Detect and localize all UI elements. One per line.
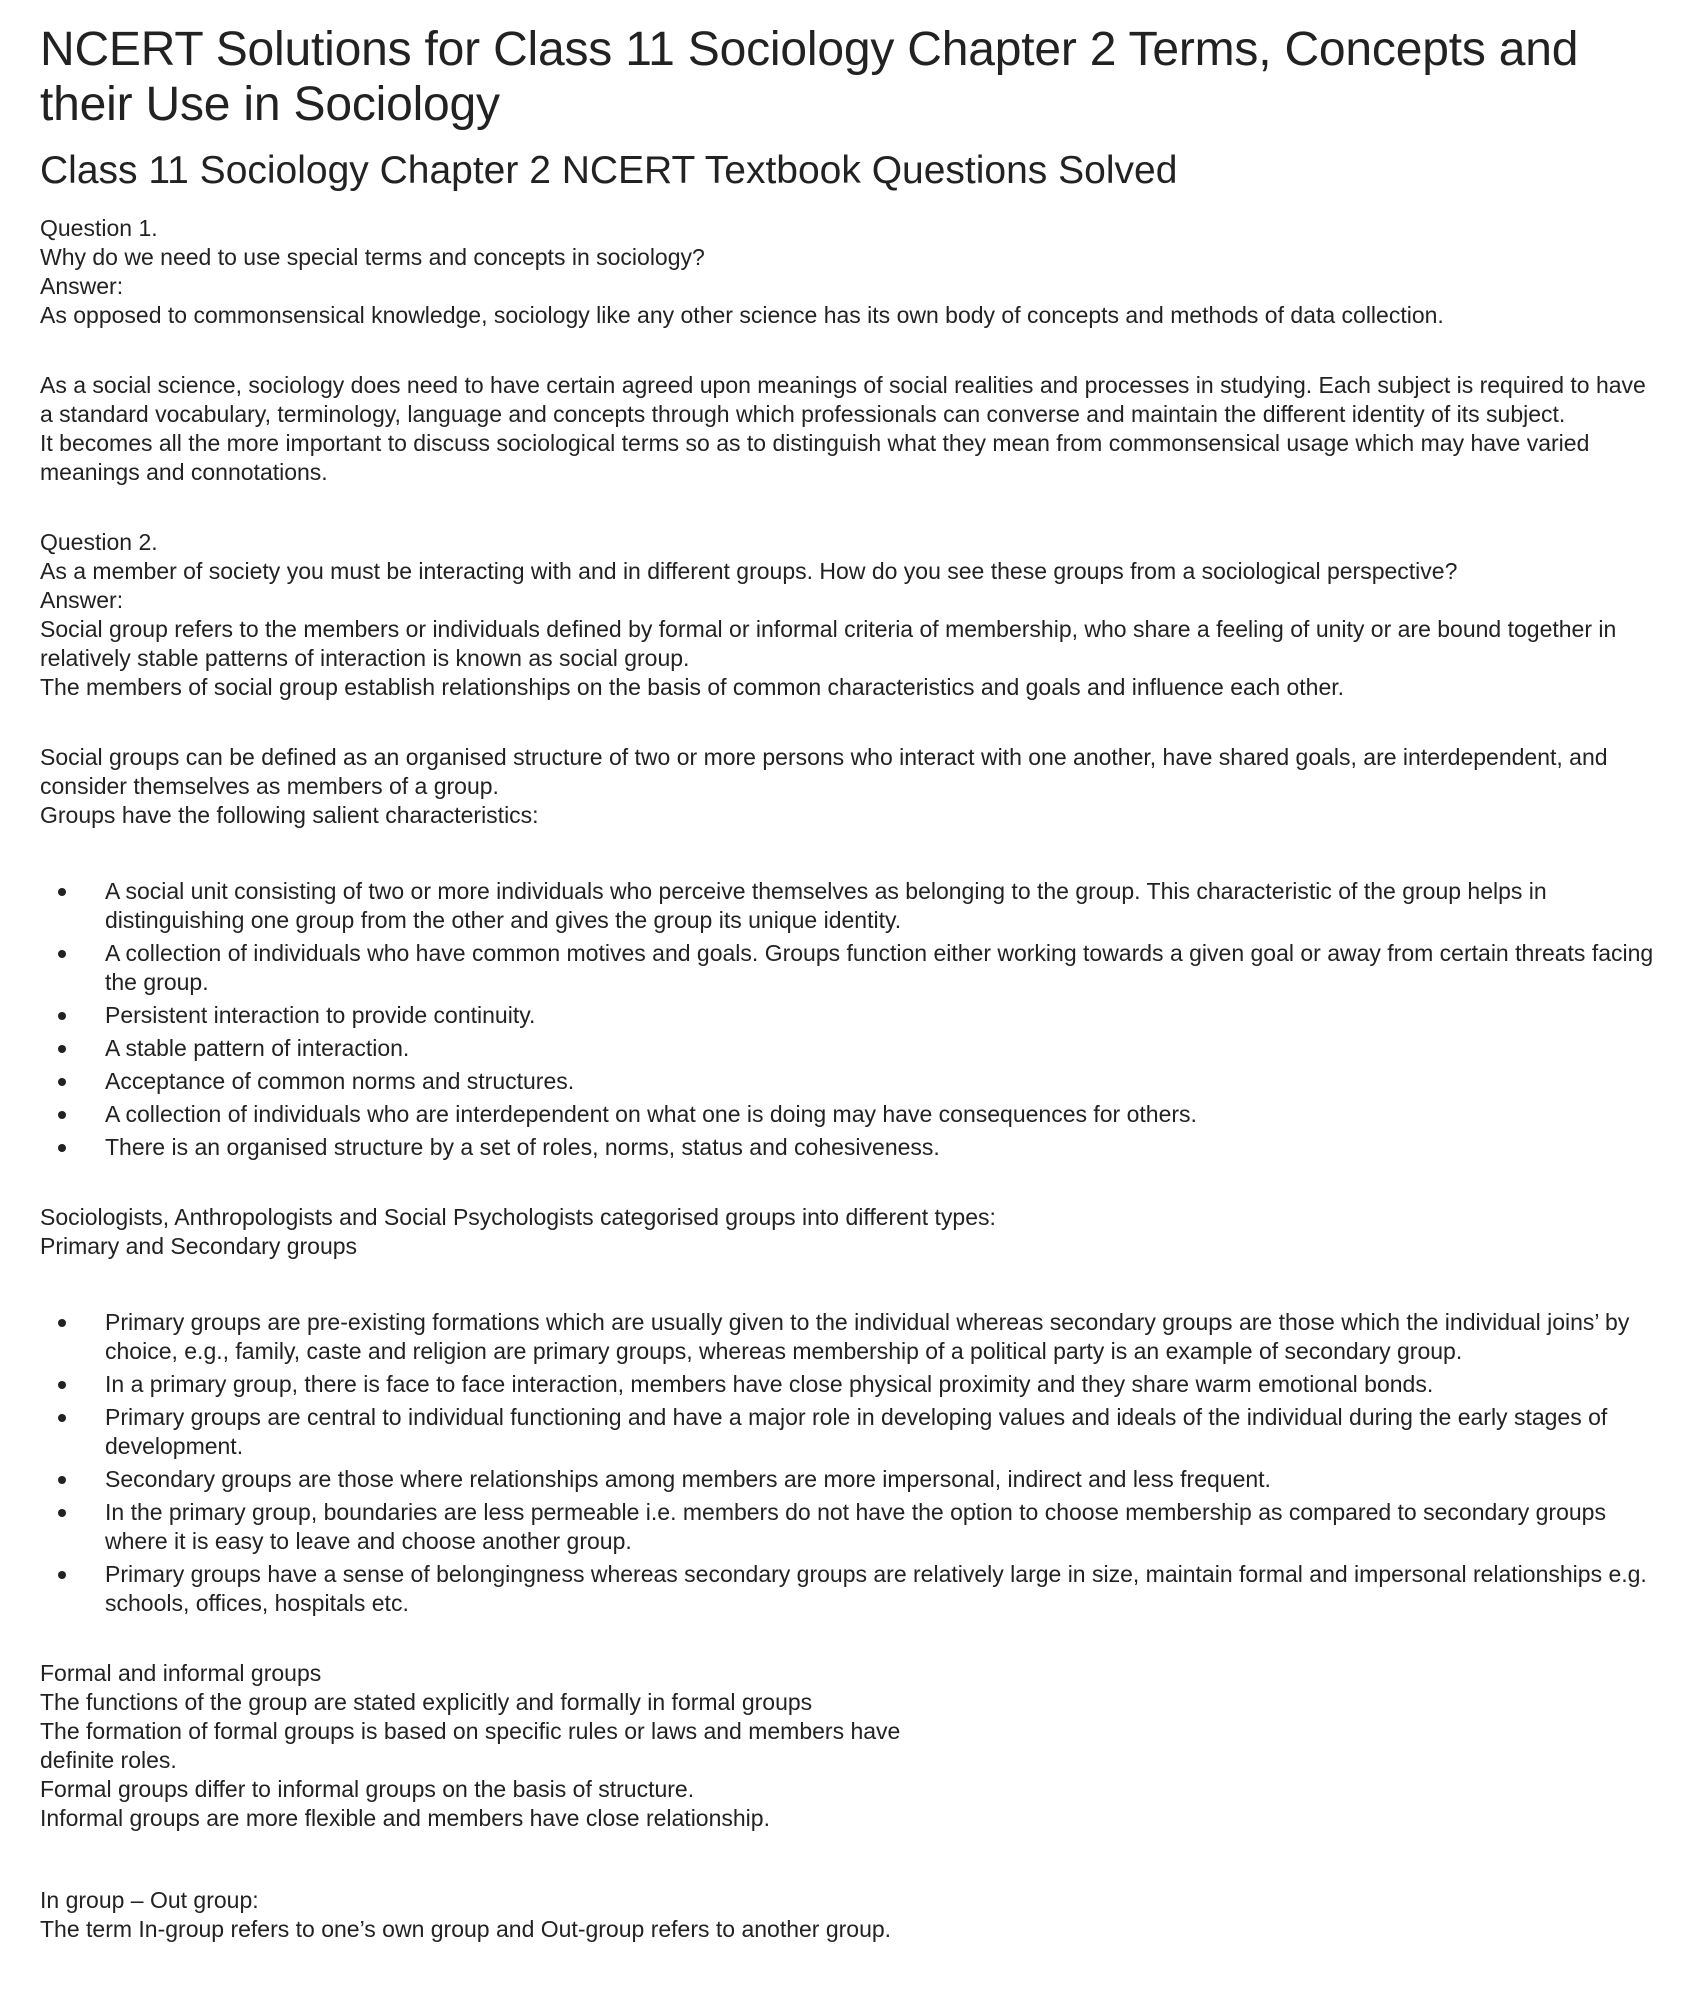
question-2-label: Question 2. — [40, 529, 158, 555]
list-item — [105, 1308, 1660, 1366]
formal-informal-line-1: The functions of the group are stated explicitly and formally in formal groups — [40, 1689, 813, 1715]
list-item-text: In a primary group, there is face to face interaction, members have close physical proximity and they share warm emotional bonds. — [105, 1371, 1434, 1397]
list-item — [105, 1067, 1660, 1096]
formal-informal-line-2b: definite roles. — [40, 1747, 177, 1773]
formal-informal-line-3: Formal groups differ to informal groups on the basis of structure. — [40, 1776, 695, 1802]
list-item — [105, 1133, 1660, 1162]
bullet-icon — [58, 1078, 66, 1086]
list-item — [105, 1370, 1660, 1399]
list-item-text: Persistent interaction to provide continuity. — [105, 1002, 536, 1028]
bullet-icon — [58, 1571, 66, 1579]
list-item-text: Acceptance of common norms and structures. — [105, 1068, 575, 1094]
list-item-text: A collection of individuals who are interdependent on what one is doing may have consequences for others. — [105, 1101, 1197, 1127]
primary-secondary-heading: Primary and Secondary groups — [40, 1233, 358, 1259]
answer-2-paragraph-1-line-1: Social group refers to the members or individuals defined by formal or informal criteria of membership, who share a feeling of unity or are bound together in relatively stable patterns of interaction is known as social group. — [40, 616, 1617, 671]
list-item — [105, 1465, 1660, 1494]
list-item-text: A collection of individuals who have common motives and goals. Groups function either working towards a given goal or away from certain threats facing the group. — [105, 940, 1654, 995]
in-out-group-line-1: The term In-group refers to one’s own group and Out-group refers to another group. — [40, 1916, 892, 1942]
bullet-icon — [58, 888, 66, 896]
question-2-text: As a member of society you must be interacting with and in different groups. How do you see these groups from a sociological perspective? — [40, 558, 1458, 584]
list-item — [105, 1560, 1660, 1618]
answer-1-paragraph-2-line-2: It becomes all the more important to discuss sociological terms so as to distinguish what they mean from commonsensical usage which may have varied meanings and connotations. — [40, 430, 1590, 485]
formal-informal-line-4: Informal groups are more flexible and members have close relationship. — [40, 1805, 770, 1831]
bullet-icon — [58, 1381, 66, 1389]
bullet-icon — [58, 1476, 66, 1484]
group-types-intro-text: Sociologists, Anthropologists and Social Psychologists categorised groups into different types: — [40, 1204, 996, 1230]
list-item — [105, 1403, 1660, 1461]
bullet-icon — [58, 1012, 66, 1020]
group-types-intro — [40, 1203, 1660, 1261]
list-item — [105, 1498, 1660, 1556]
list-item-text: Secondary groups are those where relationships among members are more impersonal, indirect and less frequent. — [105, 1466, 1271, 1492]
bullet-icon — [58, 1509, 66, 1517]
in-out-group-heading: In group – Out group: — [40, 1887, 259, 1913]
answer-1-paragraph-1: As opposed to commonsensical knowledge, sociology like any other science has its own body of concepts and methods of data collection. — [40, 302, 1444, 328]
bullet-icon — [58, 1111, 66, 1119]
list-item-text: Primary groups are central to individual functioning and have a major role in developing values and ideals of the individual during the early stages of development. — [105, 1404, 1608, 1459]
list-item-text: Primary groups have a sense of belongingness whereas secondary groups are relatively large in size, maintain formal and impersonal relationships e.g. schools, offices, hospitals etc. — [105, 1561, 1647, 1616]
question-2-block — [40, 528, 1660, 702]
spacer — [40, 1874, 1660, 1886]
formal-informal-heading: Formal and informal groups — [40, 1660, 322, 1686]
answer-1-paragraph-2 — [40, 371, 1660, 487]
question-1-label: Question 1. — [40, 215, 158, 241]
list-item-text: In the primary group, boundaries are less permeable i.e. members do not have the option to choose membership as compared to secondary groups where it is easy to leave and choose another group. — [105, 1499, 1606, 1554]
question-1-text: Why do we need to use special terms and concepts in sociology? — [40, 244, 705, 270]
list-item-text: A social unit consisting of two or more individuals who perceive themselves as belonging to the group. This characteristic of the group helps in distinguishing one group from the other and gives the group its unique identity. — [105, 878, 1547, 933]
list-item-text: There is an organised structure by a set of roles, norms, status and cohesiveness. — [105, 1134, 940, 1160]
list-item-text: Primary groups are pre-existing formations which are usually given to the individual whereas secondary groups are those which the individual joins’ by choice, e.g., family, caste and religion are primary groups, whereas membership of a political party is an example of secondary group. — [105, 1309, 1630, 1364]
list-item — [105, 1034, 1660, 1063]
answer-2-label: Answer: — [40, 587, 124, 613]
formal-informal-section — [40, 1659, 1660, 1833]
in-out-group-section — [40, 1886, 1660, 1944]
list-item-text: A stable pattern of interaction. — [105, 1035, 410, 1061]
page-title: NCERT Solutions for Class 11 Sociology Chapter 2 Terms, Concepts and their Use in Sociology — [40, 23, 1579, 131]
list-item — [105, 939, 1660, 997]
answer-2-paragraph-2 — [40, 743, 1660, 830]
list-item — [105, 877, 1660, 935]
formal-informal-line-2a: The formation of formal groups is based on specific rules or laws and members have — [40, 1718, 901, 1744]
answer-2-paragraph-2-line-2: Groups have the following salient characteristics: — [40, 802, 539, 828]
bullet-icon — [58, 1414, 66, 1422]
question-1-block — [40, 214, 1660, 330]
list-item — [105, 1100, 1660, 1129]
answer-2-paragraph-2-line-1: Social groups can be defined as an organised structure of two or more persons who interact with one another, have shared goals, are interdependent, and consider themselves as members of a group. — [40, 744, 1608, 799]
list-item — [105, 1001, 1660, 1030]
bullet-icon — [58, 1045, 66, 1053]
answer-1-label: Answer: — [40, 273, 124, 299]
characteristics-list — [40, 877, 1660, 1162]
page-subtitle: Class 11 Sociology Chapter 2 NCERT Textbook Questions Solved — [40, 149, 1178, 192]
bullet-icon — [58, 1144, 66, 1152]
answer-1-paragraph-2-line-1: As a social science, sociology does need to have certain agreed upon meanings of social realities and processes in studying. Each subject is required to have a standard vocabulary, terminology, language and concepts through which professionals can converse and maintain the different identity of its subject. — [40, 372, 1646, 427]
bullet-icon — [58, 950, 66, 958]
bullet-icon — [58, 1319, 66, 1327]
answer-2-paragraph-1-line-2: The members of social group establish relationships on the basis of common characteristics and goals and influence each other. — [40, 674, 1345, 700]
primary-secondary-list — [40, 1308, 1660, 1618]
